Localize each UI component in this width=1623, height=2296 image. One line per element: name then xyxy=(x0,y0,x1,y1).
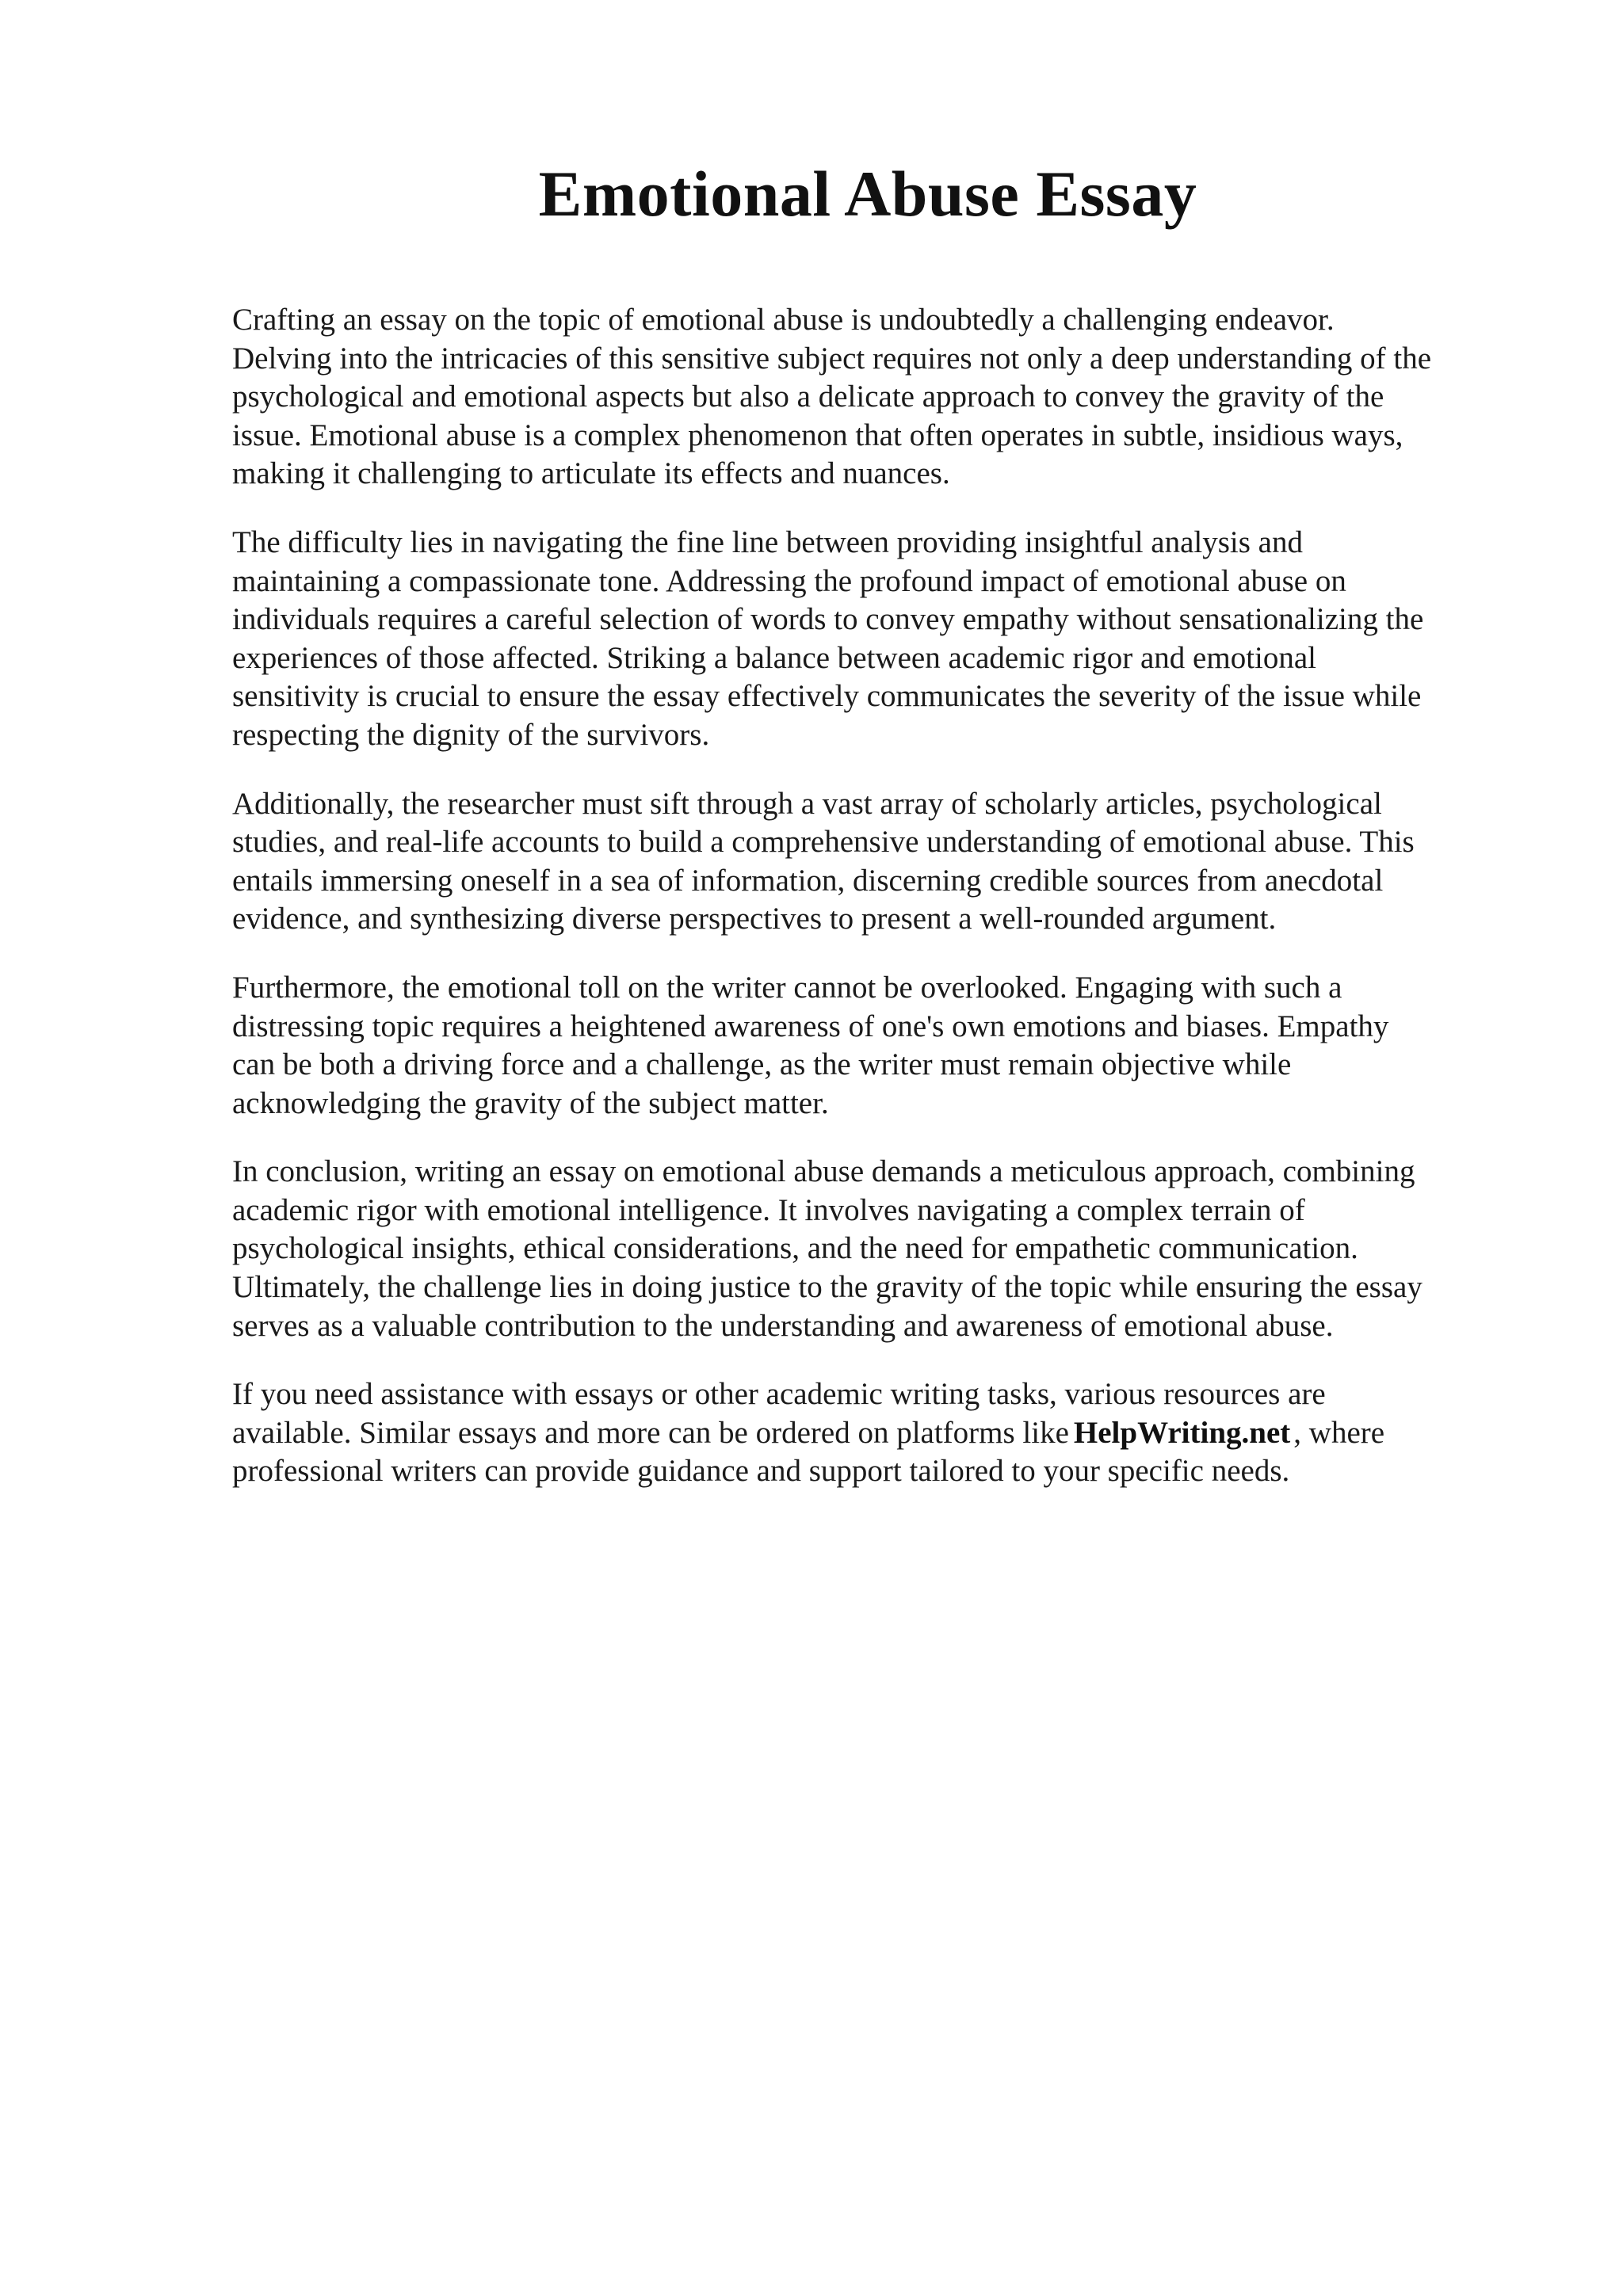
paragraph-line: can be both a driving force and a challenge, as the writer must remain objective while xyxy=(232,1047,1292,1082)
paragraph-line: experiences of those affected. Striking a balance between academic rigor and emotional xyxy=(232,640,1317,675)
paragraph-line: serves as a valuable contribution to the understanding and awareness of emotional abuse. xyxy=(232,1308,1334,1343)
page-title: Emotional Abuse Essay xyxy=(538,158,1197,230)
paragraph-line: Additionally, the researcher must sift through a vast array of scholarly articles, psychological xyxy=(232,786,1382,821)
paragraph-line: maintaining a compassionate tone. Addressing the profound impact of emotional abuse on xyxy=(232,563,1346,598)
paragraph-line: psychological and emotional aspects but also a delicate approach to convey the gravity of the xyxy=(232,379,1384,414)
paragraph-line: If you need assistance with essays or other academic writing tasks, various resources are xyxy=(232,1377,1326,1412)
helpwriting-link[interactable]: HelpWriting.net xyxy=(1073,1415,1291,1450)
paragraph-line: making it challenging to articulate its effects and nuances. xyxy=(232,456,950,491)
paragraph-line: professional writers can provide guidance and support tailored to your specific needs. xyxy=(232,1454,1290,1489)
paragraph-line: issue. Emotional abuse is a complex phenomenon that often operates in subtle, insidious ways, xyxy=(232,418,1403,452)
essay-paragraph xyxy=(232,301,1516,494)
paragraph-line: The difficulty lies in navigating the fine line between providing insightful analysis and xyxy=(232,524,1303,559)
paragraph-line: In conclusion, writing an essay on emotional abuse demands a meticulous approach, combining xyxy=(232,1154,1415,1189)
paragraph-line: academic rigor with emotional intelligence. It involves navigating a complex terrain of xyxy=(232,1192,1305,1227)
paragraph-line: Delving into the intricacies of this sensitive subject requires not only a deep understanding of the xyxy=(232,341,1432,376)
paragraph-line: entails immersing oneself in a sea of information, discerning credible sources from anecdotal xyxy=(232,863,1384,898)
essay-paragraph xyxy=(232,524,1516,755)
paragraph-line: psychological insights, ethical considerations, and the need for empathetic communication. xyxy=(232,1231,1358,1266)
line-text: available. Similar essays and more can be ordered on platforms like xyxy=(232,1415,1069,1450)
essay-paragraph xyxy=(232,785,1516,939)
paragraph-line: Crafting an essay on the topic of emotional abuse is undoubtedly a challenging endeavor. xyxy=(232,303,1335,337)
essay-paragraph xyxy=(232,1153,1516,1345)
paragraph-line: Ultimately, the challenge lies in doing justice to the gravity of the topic while ensuring the essay xyxy=(232,1270,1423,1305)
paragraph-list xyxy=(232,301,1516,1345)
paragraph-line: respecting the dignity of the survivors. xyxy=(232,717,710,752)
paragraph-line: acknowledging the gravity of the subject matter. xyxy=(232,1085,829,1120)
line-text: , where xyxy=(1293,1415,1385,1450)
paragraph-line: Furthermore, the emotional toll on the writer cannot be overlooked. Engaging with such a xyxy=(232,970,1342,1005)
paragraph-line: studies, and real-life accounts to build a comprehensive understanding of emotional abuse. This xyxy=(232,825,1415,860)
closing-paragraph xyxy=(232,1375,1516,1491)
paragraph-line: individuals requires a careful selection of words to convey empathy without sensationalizing the xyxy=(232,602,1424,637)
paragraph-line: distressing topic requires a heightened awareness of one's own emotions and biases. Empathy xyxy=(232,1009,1389,1043)
paragraph-line: sensitivity is crucial to ensure the essay effectively communicates the severity of the issue while xyxy=(232,679,1422,714)
paragraph-line: evidence, and synthesizing diverse perspectives to present a well-rounded argument. xyxy=(232,902,1277,936)
essay-paragraph xyxy=(232,969,1516,1123)
paragraph-line xyxy=(232,1414,1516,1453)
essay-body xyxy=(232,301,1516,1521)
